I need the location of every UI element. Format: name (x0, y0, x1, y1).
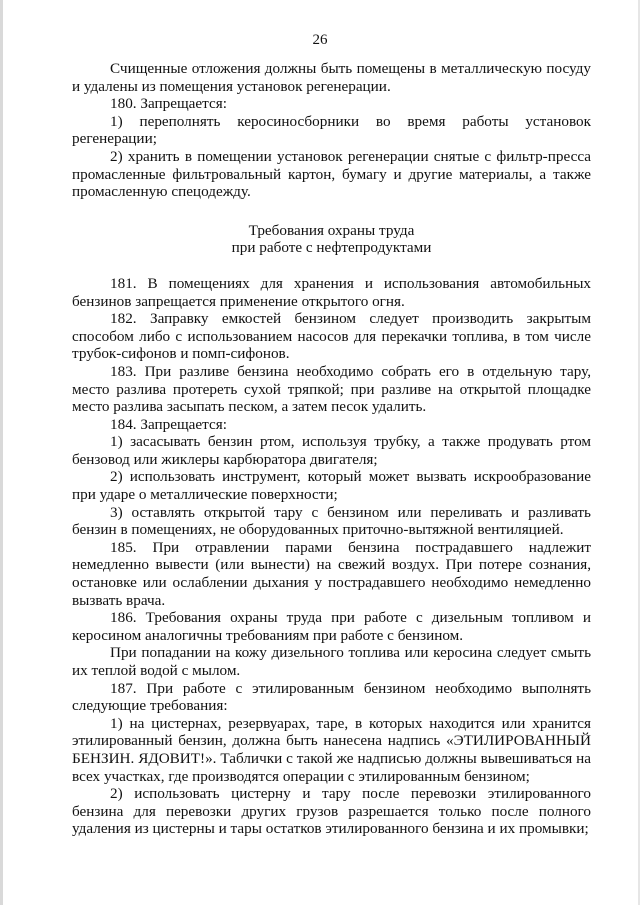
paragraph-185: 185. При отравлении парами бензина пострадавшего надлежит немедленно вывести (или вынести) на свежий воздух. При потере сознания, остановке или ослаблении дыхания у пострадавшего необходимо немедленно вызвать врача. (72, 538, 591, 609)
paragraph: 1) переполнять керосиносборники во время работы установок регенерации; (72, 112, 591, 148)
list-item: 1) на цистернах, резервуарах, таре, в которых находится или хранится этилированный бензин, должна быть нанесена надпись «ЭТИЛИРОВАННЫЙ БЕНЗИН. ЯДОВИТ!». Таблички с такой же надписью должны вывешиваться на всех участках, где производятся операции с этилированным бензином; (72, 714, 591, 785)
paragraph: 180. Запрещается: (110, 95, 227, 113)
list-item: 2) использовать цистерну и тару после перевозки этилированного бензина для перевозки других грузов разрешается только после полного удаления из цистерны и тары остатков этилированного бензина и их промывки; (72, 785, 591, 838)
paragraph: При попадании на кожу дизельного топлива или керосина следует смыть их теплой водой с мылом. (72, 644, 591, 679)
list-item: 2) использовать инструмент, который может вызвать искрообразование при ударе о металлические поверхности; (72, 468, 591, 504)
paragraph-184: 184. Запрещается: (110, 415, 227, 433)
paragraph-182: 182. Заправку емкостей бензином следует производить закрытым способом либо с использованием насосов для перекачки топлива, в том числе трубок-сифонов и помп-сифонов. (72, 310, 591, 363)
document-body (72, 60, 591, 838)
paragraph: 2) хранить в помещении установок регенерации снятые с фильтр-пресса промасленные фильтровальный картон, бумагу и другие материалы, а также промасленную спецодежду. (72, 147, 591, 201)
section-heading (72, 222, 591, 257)
paragraph-183: 183. При разливе бензина необходимо собрать его в отдельную тару, место разлива протереть сухой тряпкой; при разливе на открытой площадке место разлива засыпать песком, а затем песок удалить. (72, 362, 591, 416)
paragraph-187: 187. При работе с этилированным бензином необходимо выполнять следующие требования: (72, 679, 591, 715)
section-heading-line-2: при работе с нефтепродуктами (231, 239, 432, 257)
scan-left-edge (0, 0, 3, 905)
paragraph: Счищенные отложения должны быть помещены в металлическую посуду и удалены из помещения установок регенерации. (72, 60, 591, 95)
page-number: 26 (312, 32, 328, 48)
paragraph-186: 186. Требования охраны труда при работе с дизельным топливом и керосином аналогичны требованиям при работе с бензином. (72, 609, 591, 644)
list-item: 1) засасывать бензин ртом, используя трубку, а также продувать ртом бензовод или жиклеры карбюратора двигателя; (72, 433, 591, 468)
paragraph-181: 181. В помещениях для хранения и использования автомобильных бензинов запрещается применение открытого огня. (72, 274, 591, 310)
list-item: 3) оставлять открытой тару с бензином или переливать и разливать бензин в помещениях, не оборудованных приточно-вытяжной вентиляцией. (72, 503, 591, 539)
section-heading-line-1: Требования охраны труда (248, 221, 415, 239)
